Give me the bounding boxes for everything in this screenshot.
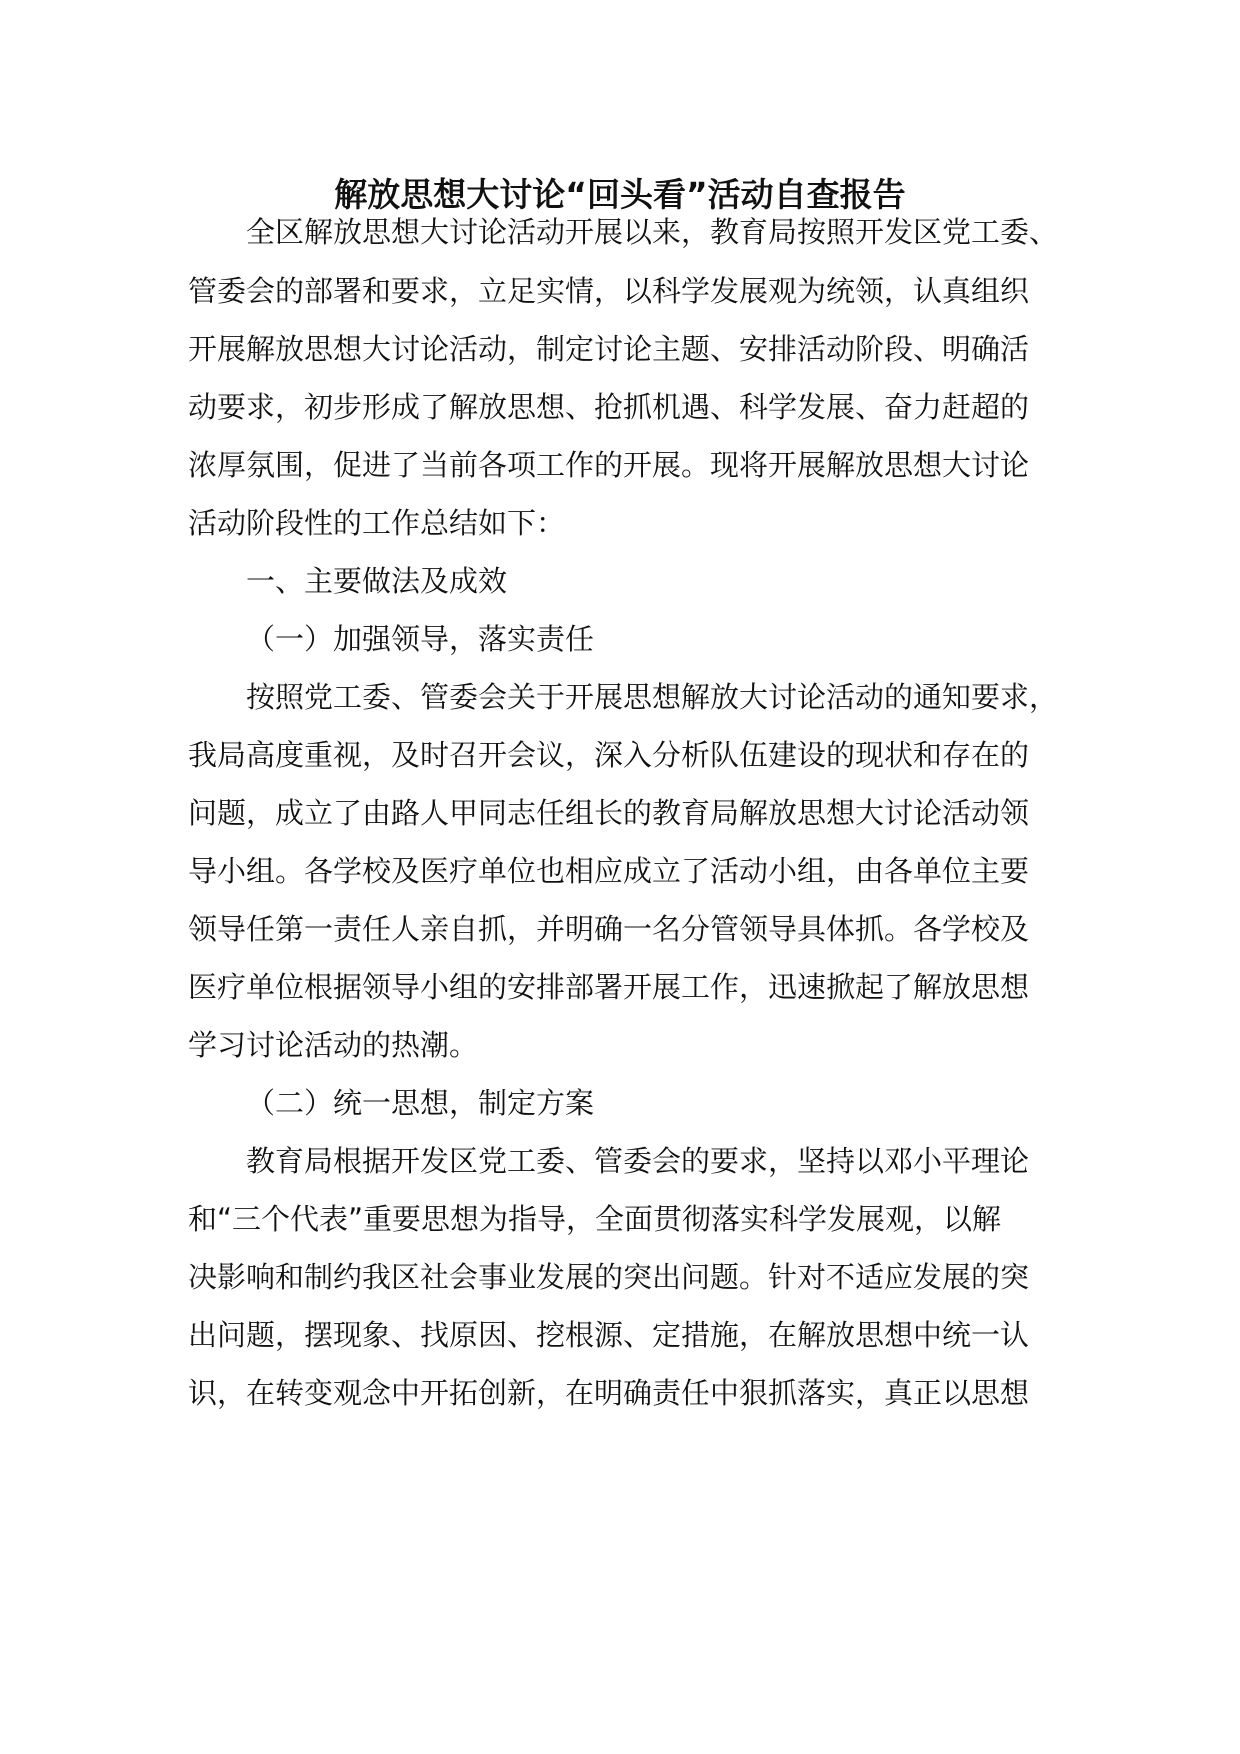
body-line: 问题，成立了由路人甲同志任组长的教育局解放思想大讨论活动领 <box>188 796 1030 830</box>
body-line: 和“三个代表”重要思想为指导，全面贯彻落实科学发展观，以解 <box>188 1202 1002 1236</box>
body-line: 出问题，摆现象、找原因、挖根源、定措施，在解放思想中统一认 <box>188 1318 1030 1352</box>
body-line: 教育局根据开发区党工委、管委会的要求，坚持以邓小平理论 <box>246 1144 1030 1178</box>
body-line: 活动阶段性的工作总结如下： <box>188 506 566 540</box>
body-line: 我局高度重视，及时召开会议，深入分析队伍建设的现状和存在的 <box>188 738 1030 772</box>
body-line: 医疗单位根据领导小组的安排部署开展工作，迅速掀起了解放思想 <box>188 970 1030 1004</box>
body-line: 开展解放思想大讨论活动，制定讨论主题、安排活动阶段、明确活 <box>188 332 1030 366</box>
body-line: 管委会的部署和要求，立足实情，以科学发展观为统领，认真组织 <box>188 274 1030 308</box>
body-line: 浓厚氛围，促进了当前各项工作的开展。现将开展解放思想大讨论 <box>188 448 1030 482</box>
section-heading: 一、主要做法及成效 <box>246 564 508 598</box>
body-line: 动要求，初步形成了解放思想、抢抓机遇、科学发展、奋力赶超的 <box>188 390 1030 424</box>
document-title: 解放思想大讨论“回头看”活动自查报告 <box>334 175 906 214</box>
body-line: 导小组。各学校及医疗单位也相应成立了活动小组，由各单位主要 <box>188 854 1030 888</box>
body-line: 学习讨论活动的热潮。 <box>188 1028 479 1062</box>
body-line: 决影响和制约我区社会事业发展的突出问题。针对不适应发展的突 <box>188 1260 1030 1294</box>
body-line: 识，在转变观念中开拓创新，在明确责任中狠抓落实，真正以思想 <box>188 1376 1030 1410</box>
subsection-heading: （二）统一思想，制定方案 <box>246 1086 595 1120</box>
subsection-heading: （一）加强领导，落实责任 <box>246 622 595 656</box>
body-line: 按照党工委、管委会关于开展思想解放大讨论活动的通知要求， <box>246 680 1059 714</box>
body-line: 领导任第一责任人亲自抓，并明确一名分管领导具体抓。各学校及 <box>188 912 1030 946</box>
body-line: 全区解放思想大讨论活动开展以来，教育局按照开发区党工委、 <box>246 215 1059 249</box>
